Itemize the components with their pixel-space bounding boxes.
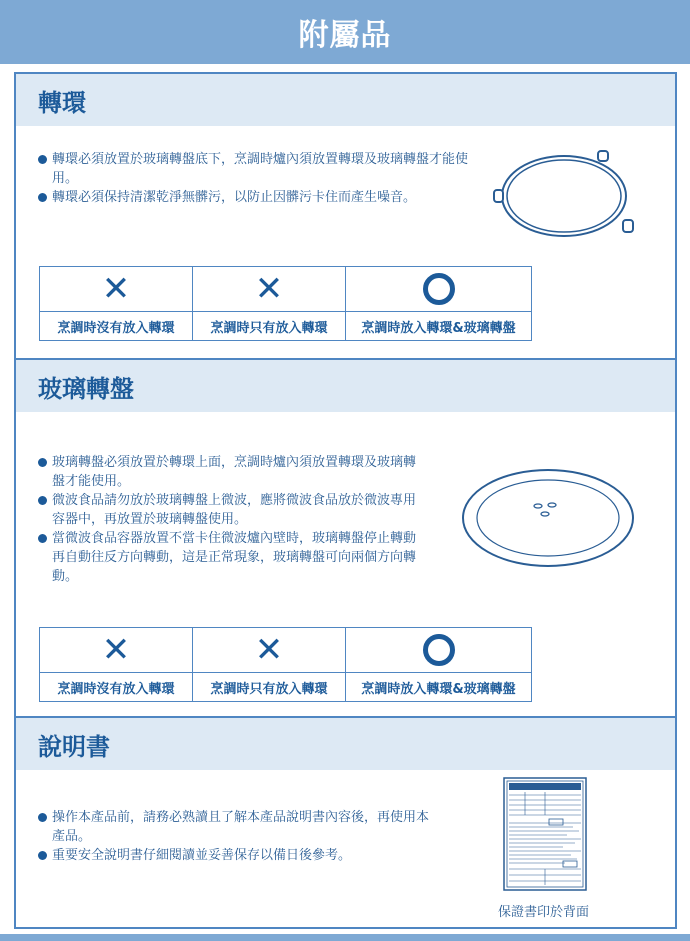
x-mark-icon: ✕ (101, 269, 131, 309)
roller-ring-icon (488, 148, 640, 243)
bullet-item: 轉環必須放置於玻璃轉盤底下，烹調時爐內須放置轉環及玻璃轉盤才能使用。 (36, 150, 476, 188)
comparison-table-roller-ring (39, 266, 532, 341)
circle-mark-icon (423, 634, 455, 666)
page-title: 附屬品 (298, 18, 392, 53)
table-label: 烹調時放入轉環&玻璃轉盤 (346, 312, 532, 341)
mark-cell (346, 267, 532, 312)
bullet-item: 當微波食品容器放置不當卡住微波爐內壁時，玻璃轉盤停止轉動再自動往反方向轉動，這是正常現象，玻璃轉盤可向兩個方向轉動。 (36, 529, 421, 586)
warranty-card-icon (503, 777, 587, 891)
section-band-glass-turntable (16, 360, 675, 412)
table-label: 烹調時沒有放入轉環 (40, 312, 193, 341)
mark-cell (346, 628, 532, 673)
section-band-manual (16, 718, 675, 770)
table-label: 烹調時只有放入轉環 (193, 312, 346, 341)
section-title: 玻璃轉盤 (38, 374, 134, 403)
bullet-item: 操作本產品前，請務必熟讀且了解本產品說明書內容後，再使用本產品。 (36, 808, 436, 846)
table-label: 烹調時只有放入轉環 (193, 673, 346, 702)
x-mark-icon: ✕ (101, 630, 131, 670)
bottom-bar (0, 934, 690, 941)
circle-mark-icon (423, 273, 455, 305)
manual-bullets (36, 808, 436, 865)
section-band-roller-ring (16, 74, 675, 126)
x-mark-icon: ✕ (254, 269, 284, 309)
mark-cell (193, 267, 346, 312)
table-label: 烹調時沒有放入轉環 (40, 673, 193, 702)
bullet-item: 轉環必須保持清潔乾淨無髒污，以防止因髒污卡住而產生噪音。 (36, 188, 476, 207)
warranty-caption: 保證書印於背面 (498, 905, 590, 920)
page-header (0, 0, 690, 64)
section-title: 說明書 (38, 732, 110, 761)
glass-turntable-icon (458, 464, 638, 572)
x-mark-icon: ✕ (254, 630, 284, 670)
comparison-table-glass-turntable (39, 627, 532, 702)
glass-turntable-bullets (36, 453, 421, 586)
bullet-item: 微波食品請勿放於玻璃轉盤上微波，應將微波食品放於微波專用容器中，再放置於玻璃轉盤使用。 (36, 491, 421, 529)
mark-cell (40, 267, 193, 312)
bullet-item: 重要安全說明書仔細閱讀並妥善保存以備日後參考。 (36, 846, 436, 865)
section-title: 轉環 (38, 88, 86, 117)
mark-cell (193, 628, 346, 673)
mark-cell (40, 628, 193, 673)
roller-ring-bullets (36, 150, 476, 207)
table-label: 烹調時放入轉環&玻璃轉盤 (346, 673, 532, 702)
bullet-item: 玻璃轉盤必須放置於轉環上面，烹調時爐內須放置轉環及玻璃轉盤才能使用。 (36, 453, 421, 491)
